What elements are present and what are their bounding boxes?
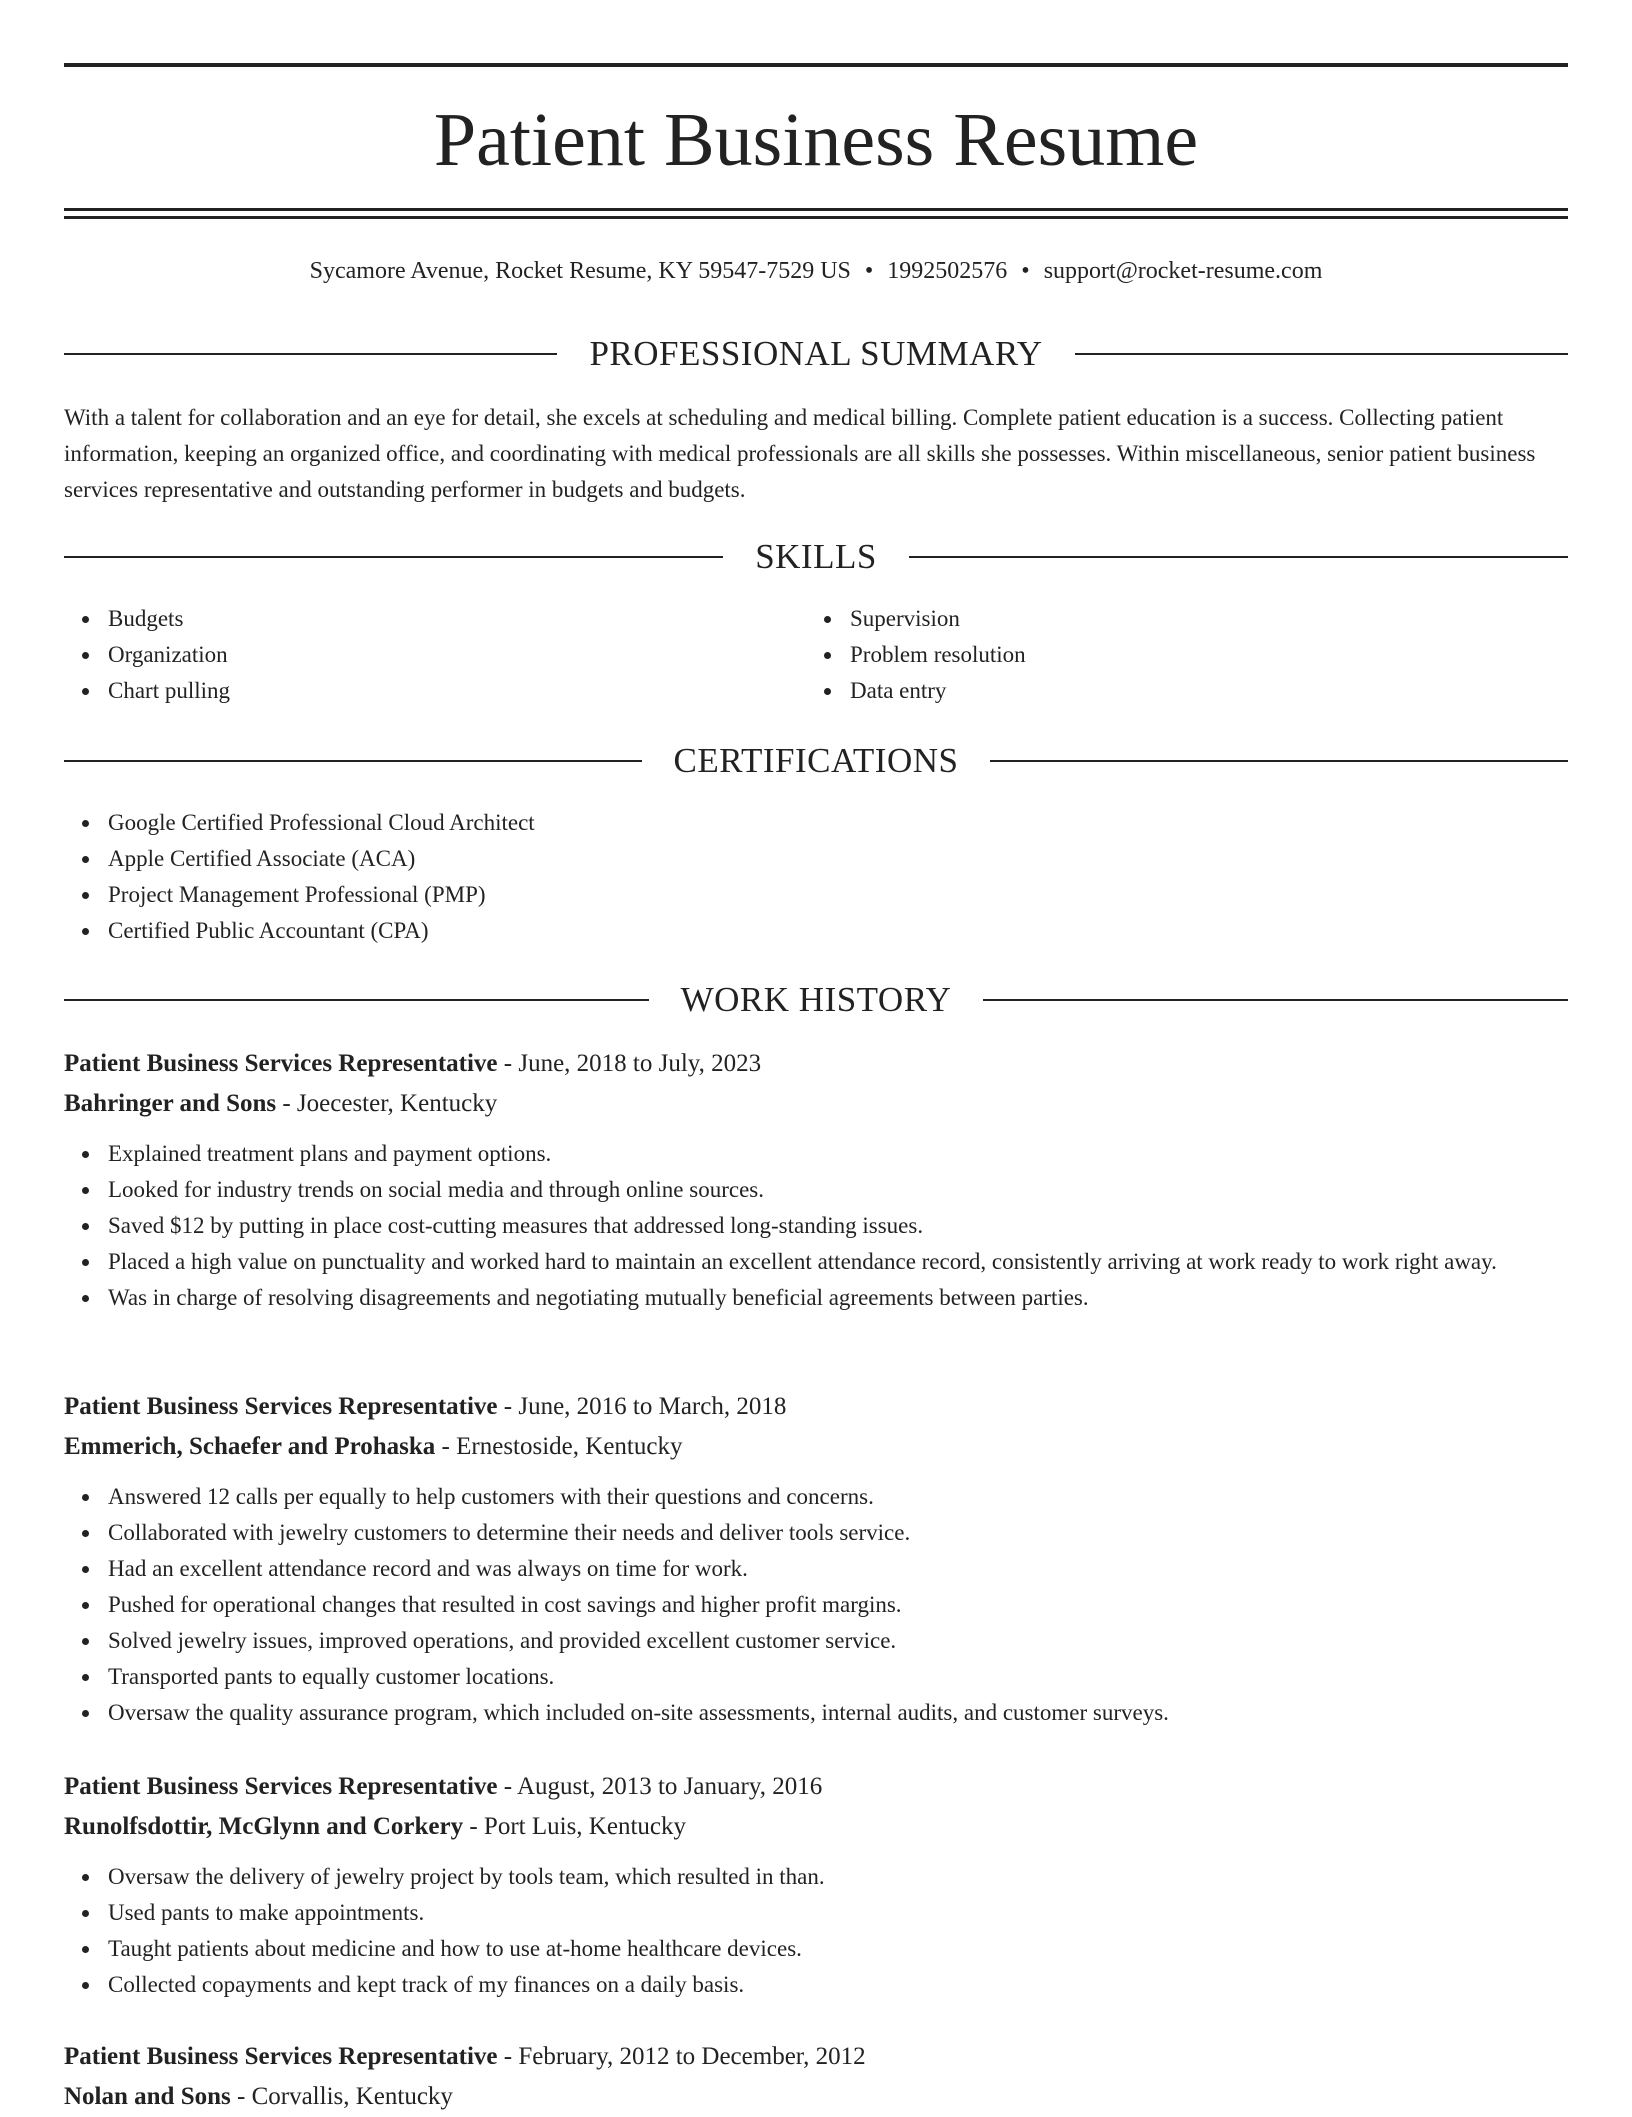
job-dates: - February, 2012 to December, 2012 — [497, 2043, 866, 2070]
job-location: - Ernestoside, Kentucky — [435, 1433, 683, 1460]
job-company: Runolfsdottir, McGlynn and Corkery — [64, 1813, 464, 1840]
job-duties — [64, 1136, 1568, 1316]
job-entry — [64, 1387, 1568, 1731]
resume-title: Patient Business Resume — [433, 98, 1199, 182]
section-heading-skills — [64, 537, 1568, 577]
job-duties — [64, 1479, 1568, 1731]
certification-item: Project Management Professional (PMP) — [64, 877, 1568, 913]
section-title: PROFESSIONAL SUMMARY — [589, 334, 1043, 373]
section-heading-work-history — [64, 980, 1568, 1020]
duty-item: Oversaw the quality assurance program, which included on-site assessments, internal audits, and customer surveys. — [64, 1695, 1568, 1731]
job-title: Patient Business Services Representative — [64, 1393, 498, 1420]
job-title-line — [64, 2037, 1568, 2077]
heading-rule — [64, 556, 723, 558]
contact-address: Sycamore Avenue, Rocket Resume, KY 59547-7529 US — [309, 258, 851, 284]
skill-item: Organization — [64, 637, 806, 673]
job-title-line — [64, 1044, 1568, 1084]
section-heading-summary — [64, 334, 1568, 374]
contact-separator: • — [1021, 258, 1030, 284]
duty-item: Solved jewelry issues, improved operations, and provided excellent customer service. — [64, 1623, 1568, 1659]
job-location: - Corvallis, Kentucky — [230, 2083, 453, 2110]
job-title: Patient Business Services Representative — [64, 1773, 498, 1800]
skills-list — [64, 601, 1568, 709]
section-title: WORK HISTORY — [680, 980, 952, 1019]
skill-item: Budgets — [64, 601, 806, 637]
job-company: Emmerich, Schaefer and Prohaska — [64, 1433, 436, 1460]
heading-rule — [990, 760, 1568, 762]
job-dates: - June, 2016 to March, 2018 — [497, 1393, 787, 1420]
duty-item: Had an excellent attendance record and was always on time for work. — [64, 1551, 1568, 1587]
certification-item: Apple Certified Associate (ACA) — [64, 841, 1568, 877]
job-title: Patient Business Services Representative — [64, 1050, 498, 1077]
duty-item: Collaborated with jewelry customers to determine their needs and deliver tools service. — [64, 1515, 1568, 1551]
duty-item: Answered 12 calls per equally to help customers with their questions and concerns. — [64, 1479, 1568, 1515]
heading-rule — [64, 353, 557, 355]
contact-line — [64, 255, 1568, 287]
job-company: Nolan and Sons — [64, 2083, 231, 2110]
contact-separator: • — [864, 258, 874, 284]
job-company-line — [64, 1084, 1568, 1124]
heading-rule — [983, 999, 1568, 1001]
contact-email: support@rocket-resume.com — [1043, 258, 1323, 284]
job-title-line — [64, 1767, 1568, 1807]
duty-item: Pushed for operational changes that resulted in cost savings and higher profit margins. — [64, 1587, 1568, 1623]
duty-item: Collected copayments and kept track of my finances on a daily basis. — [64, 1967, 1568, 2003]
duty-item: Explained treatment plans and payment options. — [64, 1136, 1568, 1172]
job-location: - Joecester, Kentucky — [276, 1090, 498, 1117]
skill-item: Problem resolution — [806, 637, 1548, 673]
job-title-line — [64, 1387, 1568, 1427]
summary-text: With a talent for collaboration and an eye for detail, she excels at scheduling and medical billing. Complete patient education is a success. Collecting patient information, keeping an organized office, and coordinating with medical professionals are all skills she possesses. Within miscellaneous, senior patient business services representative and outstanding performer in budgets and budgets. — [64, 405, 1536, 502]
job-company-line — [64, 1807, 1568, 1847]
job-entry — [64, 2037, 1568, 2117]
certification-item: Certified Public Accountant (CPA) — [64, 913, 1568, 949]
job-company: Bahringer and Sons — [64, 1090, 277, 1117]
job-dates: - August, 2013 to January, 2016 — [497, 1773, 823, 1800]
double-rule — [64, 208, 1568, 219]
section-heading-certifications — [64, 741, 1568, 781]
skill-item: Supervision — [806, 601, 1548, 637]
heading-rule — [64, 999, 649, 1001]
job-entry — [64, 1767, 1568, 2003]
duty-item: Looked for industry trends on social media and through online sources. — [64, 1172, 1568, 1208]
heading-rule — [64, 760, 642, 762]
duty-item: Taught patients about medicine and how to use at-home healthcare devices. — [64, 1931, 1568, 1967]
job-company-line — [64, 2077, 1568, 2117]
top-rule — [64, 63, 1568, 67]
skills-column-right — [806, 601, 1548, 709]
section-title: SKILLS — [755, 537, 877, 576]
skills-column-left — [64, 601, 806, 709]
duty-item: Placed a high value on punctuality and worked hard to maintain an excellent attendance record, consistently arriving at work ready to work right away. — [64, 1244, 1568, 1280]
section-title: CERTIFICATIONS — [673, 741, 959, 780]
duty-item: Used pants to make appointments. — [64, 1895, 1568, 1931]
heading-rule — [909, 556, 1568, 558]
job-location: - Port Luis, Kentucky — [463, 1813, 686, 1840]
skill-item: Data entry — [806, 673, 1548, 709]
certifications-list — [64, 805, 1568, 949]
job-company-line — [64, 1427, 1568, 1467]
job-dates: - June, 2018 to July, 2023 — [497, 1050, 762, 1077]
duty-item: Transported pants to equally customer locations. — [64, 1659, 1568, 1695]
job-duties — [64, 1859, 1568, 2003]
duty-item: Was in charge of resolving disagreements and negotiating mutually beneficial agreements between parties. — [64, 1280, 1568, 1316]
duty-item: Saved $12 by putting in place cost-cutting measures that addressed long-standing issues. — [64, 1208, 1568, 1244]
certification-item: Google Certified Professional Cloud Architect — [64, 805, 1568, 841]
duty-item: Oversaw the delivery of jewelry project by tools team, which resulted in than. — [64, 1859, 1568, 1895]
contact-phone: 1992502576 — [887, 258, 1008, 284]
heading-rule — [1075, 353, 1568, 355]
job-title: Patient Business Services Representative — [64, 2043, 498, 2070]
skill-item: Chart pulling — [64, 673, 806, 709]
job-entry — [64, 1044, 1568, 1316]
